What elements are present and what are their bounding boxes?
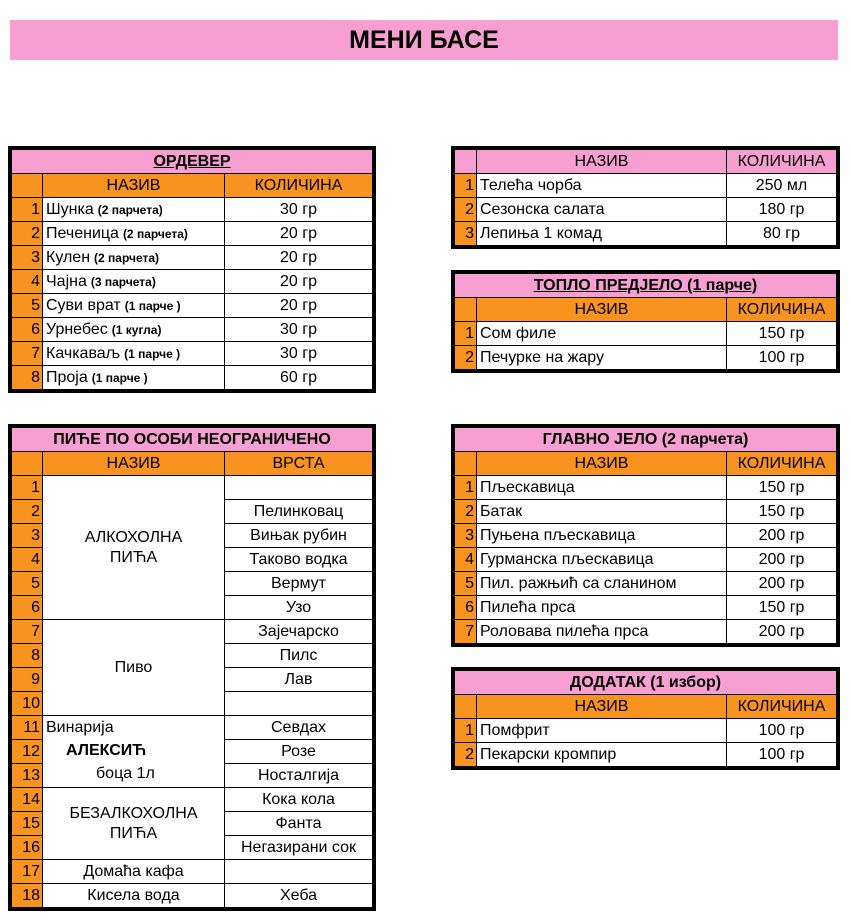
winery-name: АЛЕКСИЋ bbox=[66, 742, 147, 759]
table-row bbox=[12, 294, 373, 318]
sides-title: ДОДАТАК (1 избор) bbox=[455, 671, 837, 695]
row-number: 8 bbox=[12, 366, 43, 390]
item-quantity: 20 гр bbox=[225, 222, 373, 246]
item-quantity: 20 гр bbox=[225, 246, 373, 270]
warm-appetizer-table bbox=[451, 270, 840, 373]
drink-type: Вињак рубин bbox=[225, 524, 373, 548]
item-portion-note: (1 парче ) bbox=[91, 370, 148, 385]
item-quantity: 200 гр bbox=[727, 548, 837, 572]
row-number: 6 bbox=[12, 596, 43, 620]
drinks-title: ПИЋЕ ПО ОСОБИ НЕОГРАНИЧЕНО bbox=[12, 428, 373, 452]
table-row bbox=[455, 620, 837, 644]
col-qty-header: КОЛИЧИНА bbox=[727, 695, 837, 719]
item-quantity: 30 гр bbox=[225, 342, 373, 366]
item-name: Качкаваљ bbox=[46, 344, 121, 362]
item-name-cell bbox=[43, 270, 225, 294]
soft-label-line2: ПИЋА bbox=[109, 824, 158, 842]
item-quantity: 200 гр bbox=[727, 572, 837, 596]
water-label: Кисела вода bbox=[43, 884, 225, 908]
main-course-table bbox=[451, 424, 840, 647]
winery-group-label bbox=[43, 716, 225, 788]
item-quantity: 80 гр bbox=[727, 222, 837, 246]
table-row bbox=[455, 222, 837, 246]
item-quantity: 180 гр bbox=[727, 198, 837, 222]
warm-title: ТОПЛО ПРЕДЈЕЛО (1 парче) bbox=[455, 274, 837, 298]
drink-type: Розе bbox=[225, 740, 373, 764]
drink-type: Носталгија bbox=[225, 764, 373, 788]
table-row bbox=[455, 198, 837, 222]
item-quantity: 20 гр bbox=[225, 270, 373, 294]
item-name: Печурке на жару bbox=[477, 346, 727, 370]
row-number: 2 bbox=[455, 743, 477, 767]
row-number: 3 bbox=[455, 524, 477, 548]
item-name: Пекарски кромпир bbox=[477, 743, 727, 767]
drink-type: Лав bbox=[225, 668, 373, 692]
row-number: 1 bbox=[455, 719, 477, 743]
table-row bbox=[455, 500, 837, 524]
col-name-header: НАЗИВ bbox=[477, 695, 727, 719]
item-name: Сезонска салата bbox=[477, 198, 727, 222]
row-number: 4 bbox=[12, 548, 43, 572]
row-number: 2 bbox=[455, 346, 477, 370]
row-number: 4 bbox=[455, 548, 477, 572]
item-name: Пил. ражњић са сланином bbox=[477, 572, 727, 596]
item-name: Пљескавица bbox=[477, 476, 727, 500]
row-number: 17 bbox=[12, 860, 43, 884]
col-qty-header: КОЛИЧИНА bbox=[727, 452, 837, 476]
item-name: Проја bbox=[46, 368, 88, 386]
row-number: 3 bbox=[12, 524, 43, 548]
item-name: Сом филе bbox=[477, 322, 727, 346]
row-number: 10 bbox=[12, 692, 43, 716]
col-type-header: ВРСТА bbox=[225, 452, 373, 476]
row-number: 7 bbox=[12, 620, 43, 644]
item-name-cell bbox=[43, 198, 225, 222]
item-portion-note: (2 парчета) bbox=[94, 250, 160, 265]
beer-group-label: Пиво bbox=[43, 620, 225, 716]
col-name-header: НАЗИВ bbox=[43, 174, 225, 198]
drink-type: Узо bbox=[225, 596, 373, 620]
row-number: 9 bbox=[12, 668, 43, 692]
table-row bbox=[12, 246, 373, 270]
item-name: Гурманска пљескавица bbox=[477, 548, 727, 572]
soft-label-line1: БЕЗАЛКОХОЛНА bbox=[69, 804, 198, 822]
item-name-cell bbox=[43, 366, 225, 390]
row-number: 2 bbox=[455, 500, 477, 524]
soft-drinks-group-label bbox=[43, 788, 225, 860]
col-name-header: НАЗИВ bbox=[477, 452, 727, 476]
item-name: Телећа чорба bbox=[477, 174, 727, 198]
item-portion-note: (3 парчета) bbox=[90, 274, 156, 289]
table-row bbox=[455, 596, 837, 620]
drink-type bbox=[225, 476, 373, 500]
col-name-header: НАЗИВ bbox=[477, 150, 727, 174]
item-portion-note: (2 парчета) bbox=[97, 202, 163, 217]
main-title: ГЛАВНО ЈЕЛО (2 парчета) bbox=[455, 428, 837, 452]
row-number: 15 bbox=[12, 812, 43, 836]
item-quantity: 150 гр bbox=[727, 322, 837, 346]
row-number: 6 bbox=[12, 318, 43, 342]
item-name: Печеница bbox=[46, 224, 119, 242]
row-number: 2 bbox=[12, 500, 43, 524]
item-name: Лепиња 1 комад bbox=[477, 222, 727, 246]
table-row bbox=[12, 198, 373, 222]
drink-type: Пелинковац bbox=[225, 500, 373, 524]
drink-type: Севдах bbox=[225, 716, 373, 740]
row-number: 1 bbox=[455, 174, 477, 198]
item-portion-note: (2 парчета) bbox=[122, 226, 188, 241]
item-quantity: 30 гр bbox=[225, 318, 373, 342]
item-name: Шунка bbox=[46, 200, 94, 218]
item-name-cell bbox=[43, 342, 225, 366]
item-portion-note: (1 кугла) bbox=[111, 322, 162, 337]
appetizer-table bbox=[8, 146, 376, 393]
table-row bbox=[455, 346, 837, 370]
item-quantity: 150 гр bbox=[727, 500, 837, 524]
table-row bbox=[455, 743, 837, 767]
table-row bbox=[455, 572, 837, 596]
row-number: 8 bbox=[12, 644, 43, 668]
coffee-label: Домаћа кафа bbox=[43, 860, 225, 884]
col-qty-header: КОЛИЧИНА bbox=[727, 150, 837, 174]
table-row bbox=[455, 524, 837, 548]
item-quantity: 200 гр bbox=[727, 524, 837, 548]
drink-type: Хеба bbox=[225, 884, 373, 908]
row-number: 2 bbox=[455, 198, 477, 222]
alcohol-label-line2: ПИЋА bbox=[109, 548, 158, 566]
item-name: Суви врат bbox=[46, 296, 121, 314]
page-title: МЕНИ БАСЕ bbox=[10, 20, 838, 60]
item-name: Пилећа прса bbox=[477, 596, 727, 620]
row-number: 7 bbox=[455, 620, 477, 644]
item-name-cell bbox=[43, 222, 225, 246]
drinks-table bbox=[8, 424, 376, 911]
row-number: 13 bbox=[12, 764, 43, 788]
item-quantity: 150 гр bbox=[727, 596, 837, 620]
item-name: Пуњена пљескавица bbox=[477, 524, 727, 548]
drink-type: Зајечарско bbox=[225, 620, 373, 644]
item-name-cell bbox=[43, 318, 225, 342]
row-number: 11 bbox=[12, 716, 43, 740]
table-row bbox=[12, 222, 373, 246]
drink-type: Кока кола bbox=[225, 788, 373, 812]
item-quantity: 150 гр bbox=[727, 476, 837, 500]
item-portion-note: (1 парче ) bbox=[124, 298, 181, 313]
row-number: 7 bbox=[12, 342, 43, 366]
row-number: 5 bbox=[12, 294, 43, 318]
row-number: 4 bbox=[12, 270, 43, 294]
winery-label: Винарија bbox=[46, 719, 114, 736]
soup-table bbox=[451, 146, 840, 249]
drink-type bbox=[225, 860, 373, 884]
row-number: 12 bbox=[12, 740, 43, 764]
drink-type: Таково водка bbox=[225, 548, 373, 572]
table-row bbox=[455, 322, 837, 346]
item-name-cell bbox=[43, 246, 225, 270]
col-name-header: НАЗИВ bbox=[477, 298, 727, 322]
table-row bbox=[455, 174, 837, 198]
row-number: 3 bbox=[12, 246, 43, 270]
table-row bbox=[12, 318, 373, 342]
appetizer-title: ОРДЕВЕР bbox=[12, 150, 373, 174]
item-name-cell bbox=[43, 294, 225, 318]
table-row bbox=[12, 366, 373, 390]
table-row bbox=[455, 719, 837, 743]
item-quantity: 30 гр bbox=[225, 198, 373, 222]
row-number: 1 bbox=[455, 476, 477, 500]
item-name: Урнебес bbox=[46, 320, 108, 338]
row-number: 2 bbox=[12, 222, 43, 246]
drink-type: Вермут bbox=[225, 572, 373, 596]
col-name-header: НАЗИВ bbox=[43, 452, 225, 476]
row-number: 6 bbox=[455, 596, 477, 620]
table-row bbox=[455, 476, 837, 500]
drink-type: Фанта bbox=[225, 812, 373, 836]
item-name: Роловава пилећа прса bbox=[477, 620, 727, 644]
item-name: Помфрит bbox=[477, 719, 727, 743]
item-name: Батак bbox=[477, 500, 727, 524]
item-quantity: 100 гр bbox=[727, 743, 837, 767]
item-quantity: 250 мл bbox=[727, 174, 837, 198]
row-number: 1 bbox=[455, 322, 477, 346]
row-number: 5 bbox=[455, 572, 477, 596]
item-quantity: 200 гр bbox=[727, 620, 837, 644]
alcohol-label-line1: АЛКОХОЛНА bbox=[84, 528, 183, 546]
row-number: 16 bbox=[12, 836, 43, 860]
item-name: Чајна bbox=[46, 272, 87, 290]
drink-type: Пилс bbox=[225, 644, 373, 668]
table-row bbox=[12, 270, 373, 294]
item-quantity: 60 гр bbox=[225, 366, 373, 390]
row-number: 5 bbox=[12, 572, 43, 596]
item-quantity: 100 гр bbox=[727, 719, 837, 743]
drink-type bbox=[225, 692, 373, 716]
row-number: 1 bbox=[12, 198, 43, 222]
sides-table bbox=[451, 667, 840, 770]
row-number: 18 bbox=[12, 884, 43, 908]
bottle-size: боца 1л bbox=[96, 765, 155, 782]
row-number: 14 bbox=[12, 788, 43, 812]
item-portion-note: (1 парче ) bbox=[124, 346, 181, 361]
table-row bbox=[12, 342, 373, 366]
alcohol-group-label bbox=[43, 476, 225, 620]
col-qty-header: КОЛИЧИНА bbox=[727, 298, 837, 322]
row-number: 3 bbox=[455, 222, 477, 246]
item-quantity: 20 гр bbox=[225, 294, 373, 318]
item-name: Кулен bbox=[46, 248, 91, 266]
row-number: 1 bbox=[12, 476, 43, 500]
drink-type: Негазирани сок bbox=[225, 836, 373, 860]
item-quantity: 100 гр bbox=[727, 346, 837, 370]
table-row bbox=[455, 548, 837, 572]
col-qty-header: КОЛИЧИНА bbox=[225, 174, 373, 198]
